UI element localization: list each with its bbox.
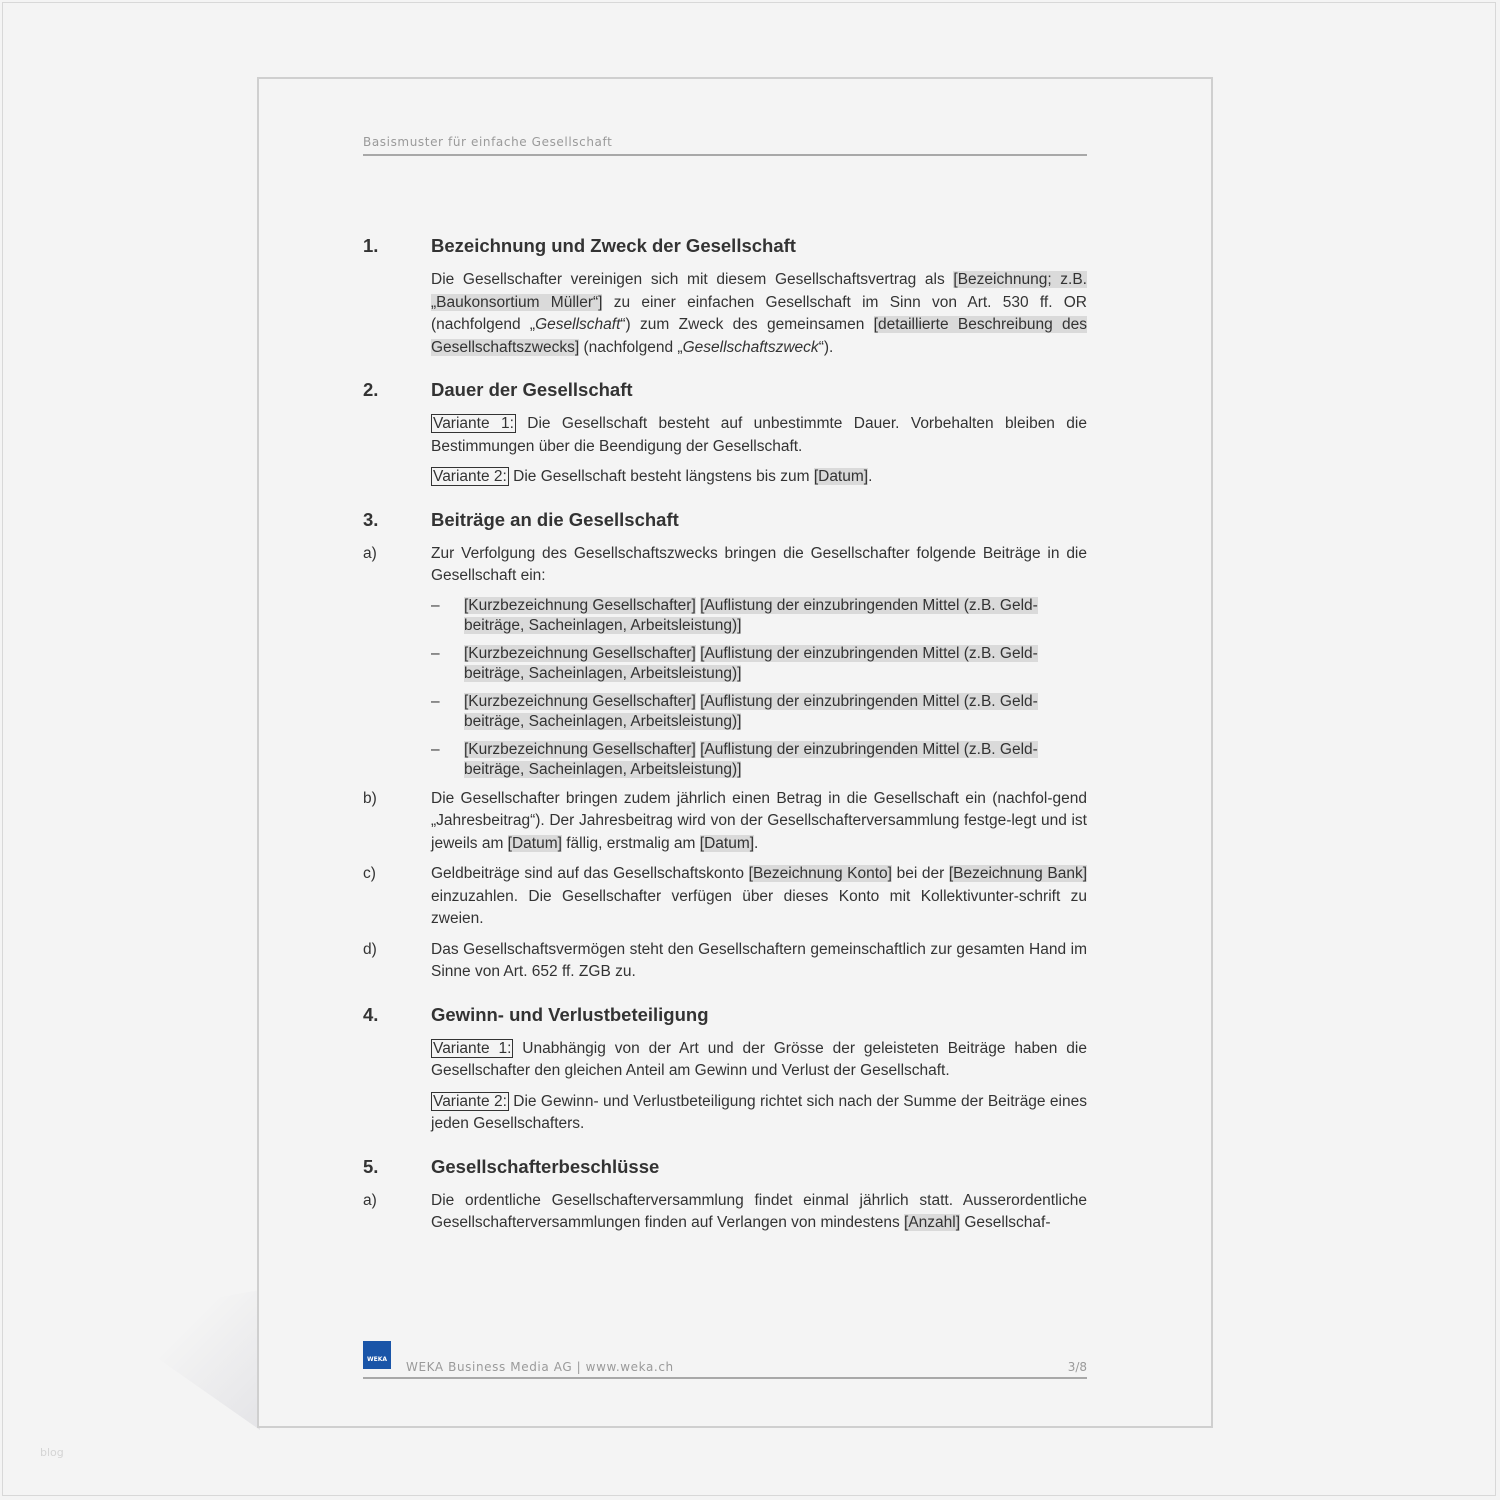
item-a [363, 543, 1087, 588]
variant-label: Variante 1: [433, 1039, 512, 1057]
page-number: 3/8 [1067, 1360, 1087, 1374]
dash-bullet: – [431, 740, 440, 758]
document-content [363, 235, 1087, 1255]
text: Unabhängig von der Art und der Grösse der geleisteten Beiträge haben die Gesellschafter den gleichen Anteil am Gewinn und Verlust der Gesellschaft. [431, 1039, 1087, 1079]
item-label: b) [363, 789, 377, 807]
section-heading [363, 1156, 1087, 1178]
placeholder-field[interactable]: [Bezeichnung Bank] [948, 865, 1087, 882]
text: Gesellschaf- [960, 1214, 1051, 1231]
section-number: 1. [363, 235, 379, 256]
list-item [431, 596, 1087, 636]
text: fällig, erstmalig am [561, 834, 700, 852]
item-b [363, 788, 1087, 856]
dash-bullet: – [431, 644, 440, 662]
placeholder-field[interactable]: [Bezeichnung; z.B. „Baukonsortium Müller“] [431, 271, 1087, 311]
section-5 [363, 1156, 1087, 1235]
placeholder-field[interactable]: [Datum] [507, 834, 562, 852]
italic-term: Gesellschaftszweck [682, 338, 819, 356]
text: Die Gesellschafter bringen zudem jährlich einen Betrag in die Gesellschaft ein (nachfol-gend „Jahresbeitrag“). Der Jahresbeitrag wird von der Gesellschafterversammlung festge-legt und ist jeweils am [431, 789, 1087, 852]
item-label: d) [363, 940, 377, 958]
variant-label: Variante 2: [433, 1092, 507, 1110]
text: Geldbeiträge sind auf das Gesellschaftskonto [431, 865, 749, 882]
section-heading [363, 379, 1087, 401]
section-number: 4. [363, 1003, 379, 1025]
item-c [363, 863, 1087, 931]
section-number: 2. [363, 379, 379, 400]
variant-1-paragraph [431, 1038, 1087, 1083]
item-label: a) [363, 1191, 377, 1209]
placeholder-field[interactable]: [Auflistung der einzubringenden Mittel (z.B. Geld-beiträge, Sacheinlagen, Arbeitsleistung)] [464, 692, 1038, 730]
text: Die Gesellschaft besteht auf unbestimmte Dauer. Vorbehalten bleiben die Bestimmungen über die Beendigung der Gesellschaft. [431, 415, 1087, 455]
page-footer [363, 1341, 1087, 1379]
footer-publisher: WEKA Business Media AG | www.weka.ch [406, 1360, 674, 1374]
text: . [754, 834, 759, 852]
italic-term: Gesellschaft [535, 316, 621, 333]
document-page [257, 77, 1213, 1428]
dash-bullet: – [431, 692, 440, 710]
placeholder-field[interactable]: [Kurzbezeichnung Gesellschafter] [464, 596, 696, 614]
text: Die ordentliche Gesellschafterversammlung findet einmal jährlich statt. Ausserordentliche Gesellschafterversammlungen finden auf Verlangen von mindestens [431, 1191, 1087, 1231]
section-number: 5. [363, 1155, 379, 1177]
item-label: c) [363, 865, 376, 882]
item-label: a) [363, 544, 377, 562]
section-title: Gesellschafterbeschlüsse [431, 1155, 660, 1177]
placeholder-field[interactable]: [Kurzbezeichnung Gesellschafter] [464, 644, 696, 662]
placeholder-field[interactable]: [Datum] [813, 468, 869, 485]
item-a [363, 1190, 1087, 1235]
variant-2-paragraph [431, 466, 1087, 489]
section-title: Beiträge an die Gesellschaft [431, 508, 679, 530]
text: Die Gesellschafter vereinigen sich mit diesem Gesellschaftsvertrag als [431, 271, 954, 288]
text: zu einer einfachen Gesellschaft im Sinn von Art. 530 ff. OR (nachfolgend „ [431, 293, 1088, 333]
list-item [431, 740, 1087, 780]
section-2 [363, 379, 1087, 489]
placeholder-field[interactable]: [Datum] [699, 834, 755, 852]
text: Die Gesellschaft besteht längstens bis zum [508, 468, 814, 485]
watermark: blog [40, 1446, 64, 1459]
text: . [868, 468, 873, 485]
paragraph [431, 269, 1087, 359]
placeholder-field[interactable]: [Auflistung der einzubringenden Mittel (z.B. Geld-beiträge, Sacheinlagen, Arbeitsleistung)] [464, 644, 1038, 682]
text: (nachfolgend „ [579, 338, 683, 356]
text: “). [818, 338, 834, 356]
placeholder-field[interactable]: [Kurzbezeichnung Gesellschafter] [464, 740, 696, 758]
section-3 [363, 509, 1087, 984]
placeholder-field[interactable]: [Bezeichnung Konto] [748, 865, 892, 882]
section-4 [363, 1004, 1087, 1136]
weka-logo-icon: WEKA [363, 1341, 391, 1369]
placeholder-field[interactable]: [Auflistung der einzubringenden Mittel (z.B. Geld-beiträge, Sacheinlagen, Arbeitsleistung)] [464, 740, 1038, 778]
section-heading [363, 235, 1087, 257]
section-title: Bezeichnung und Zweck der Gesellschaft [431, 235, 796, 256]
placeholder-field[interactable]: [Anzahl] [904, 1214, 961, 1231]
text: bei der [891, 865, 949, 882]
section-title: Gewinn- und Verlustbeteiligung [431, 1003, 709, 1025]
section-title: Dauer der Gesellschaft [431, 379, 633, 400]
variant-label: Variante 2: [433, 468, 507, 485]
item-text: Zur Verfolgung des Gesellschaftszwecks bringen die Gesellschafter folgende Beiträge in die Gesellschaft ein: [431, 544, 1087, 584]
variant-1-paragraph [431, 413, 1087, 458]
list-item [431, 692, 1087, 732]
placeholder-field[interactable]: [Kurzbezeichnung Gesellschafter] [464, 692, 696, 710]
text: Die Gewinn- und Verlustbeteiligung richtet sich nach der Summe der Beiträge eines jeden Gesellschafters. [431, 1092, 1087, 1132]
section-heading [363, 1004, 1087, 1026]
variant-label: Variante 1: [433, 415, 514, 432]
variant-2-paragraph [431, 1091, 1087, 1136]
section-heading [363, 509, 1087, 531]
section-number: 3. [363, 508, 379, 530]
list-item [431, 644, 1087, 684]
item-d [363, 939, 1087, 984]
section-1 [363, 235, 1087, 359]
item-text: Das Gesellschaftsvermögen steht den Gesellschaftern gemeinschaftlich zur gesamten Hand im Sinne von Art. 652 ff. ZGB zu. [431, 940, 1087, 980]
dash-bullet: – [431, 596, 440, 614]
placeholder-field[interactable]: [detaillierte Beschreibung des Gesellschaftszwecks] [431, 316, 1087, 356]
page-header: Basismuster für einfache Gesellschaft [363, 135, 1087, 156]
text: einzuzahlen. Die Gesellschafter verfügen über dieses Konto mit Kollektivunter-schrift zu zweien. [431, 887, 1087, 927]
placeholder-field[interactable]: [Auflistung der einzubringenden Mittel (z.B. Geld-beiträge, Sacheinlagen, Arbeitsleistung)] [464, 596, 1038, 634]
text: “) zum Zweck des gemeinsamen [620, 316, 874, 333]
